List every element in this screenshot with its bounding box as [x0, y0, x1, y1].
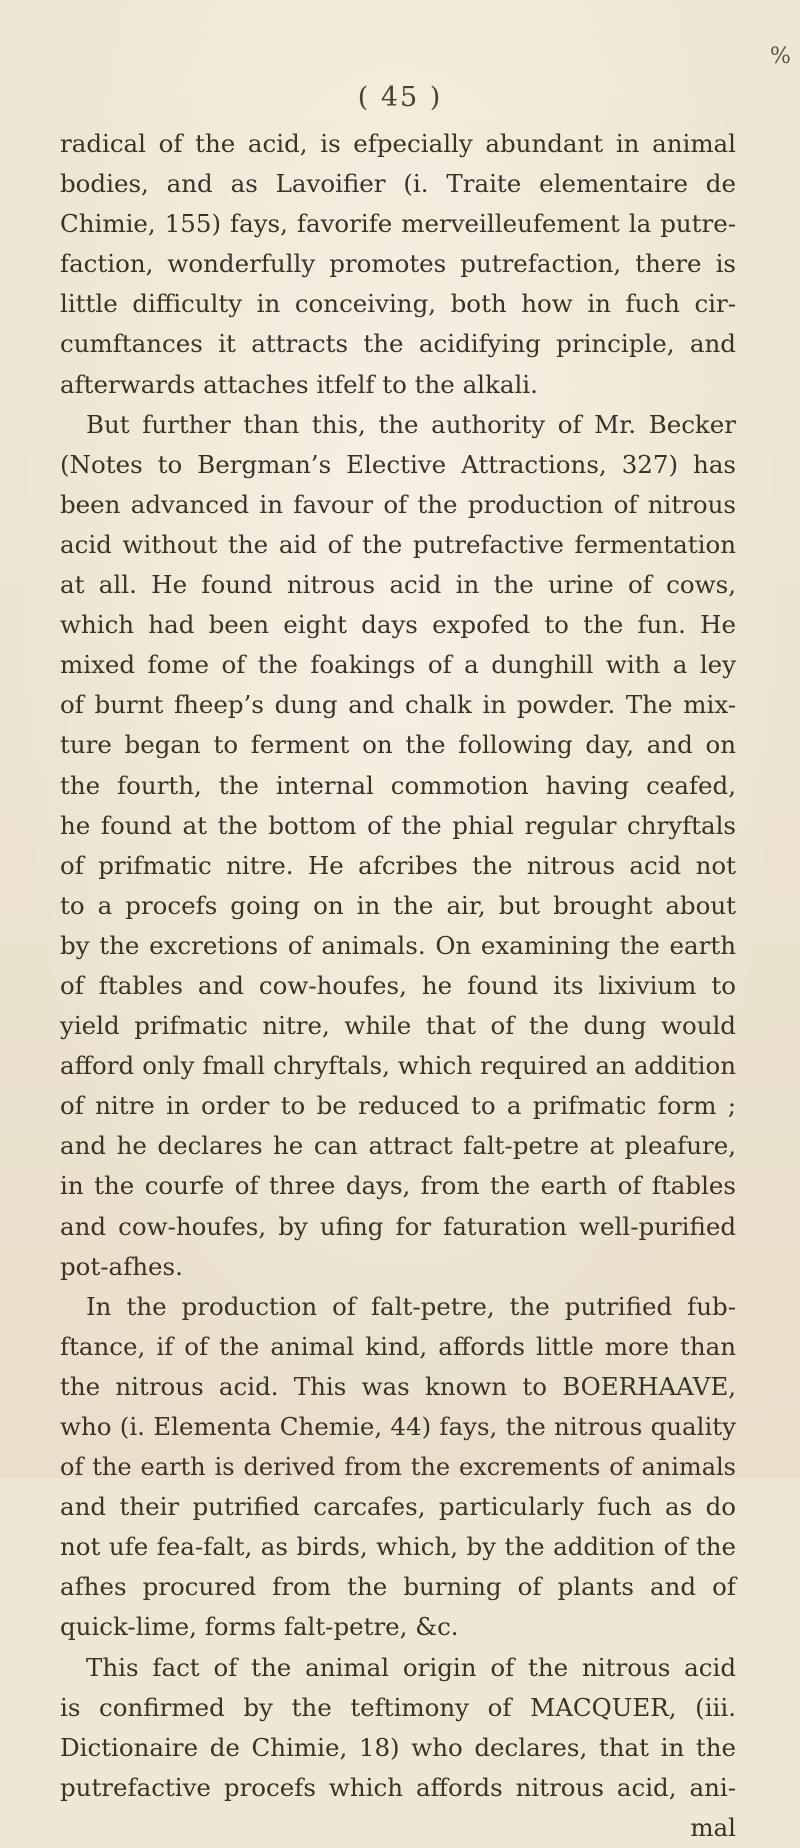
- text-line: little difficulty in conceiving, both how in fuch cir-: [60, 289, 736, 319]
- text-line: and he declares he can attract falt-petre at pleafure,: [60, 1131, 736, 1161]
- text-line: of ftables and cow-houfes, he found its lixivium to: [60, 970, 736, 1000]
- body-text: [60, 124, 736, 1848]
- page-number: ( 45 ): [357, 82, 443, 113]
- text-line: of nitre in order to be reduced to a prifmatic form ;: [60, 1091, 736, 1121]
- text-line: by the excretions of animals. On examining the earth: [60, 930, 736, 960]
- text-line: of burnt fheep’s dung and chalk in powder. The mix-: [60, 690, 736, 720]
- page-blemish: %: [770, 44, 791, 69]
- text-line: and their putrified carcafes, particularly fuch as do: [60, 1492, 736, 1522]
- text-line: in the courfe of three days, from the earth of ftables: [60, 1171, 736, 1201]
- text-line: mixed fome of the foakings of a dunghill with a ley: [60, 650, 736, 680]
- text-line: yield prifmatic nitre, while that of the dung would: [60, 1011, 736, 1041]
- text-line: to a procefs going on in the air, but brought about: [60, 890, 736, 920]
- text-line: he found at the bottom of the phial regular chryftals: [60, 810, 736, 840]
- text-line: Chimie, 155) fays, favorife merveilleufement la putre-: [60, 209, 736, 239]
- text-line: afterwards attaches itfelf to the alkali.: [60, 369, 538, 399]
- text-line: who (i. Elementa Chemie, 44) fays, the nitrous quality: [60, 1412, 736, 1441]
- text-line: (Notes to Bergman’s Elective Attractions, 327) has: [60, 449, 736, 479]
- text-line: quick-lime, forms falt-petre, &c.: [60, 1612, 459, 1642]
- catchword: mal: [690, 1812, 736, 1842]
- text-line: Dictionaire de Chimie, 18) who declares, that in the: [60, 1732, 736, 1762]
- text-line: of the earth is derived from the excrements of animals: [60, 1453, 736, 1482]
- text-line: acid without the aid of the putrefactive fermentation: [60, 529, 736, 559]
- text-line: But further than this, the authority of Mr. Becker: [86, 409, 736, 439]
- text-line: which had been eight days expofed to the fun. He: [60, 610, 736, 640]
- text-line: putrefactive procefs which affords nitrous acid, ani-: [60, 1772, 736, 1802]
- text-line: the fourth, the internal commotion having ceafed,: [60, 770, 736, 800]
- text-line: faction, wonderfully promotes putrefaction, there is: [60, 249, 736, 279]
- text-line: pot-afhes.: [60, 1251, 183, 1281]
- text-line: afford only fmall chryftals, which required an addition: [60, 1051, 736, 1081]
- text-line: radical of the acid, is efpecially abundant in animal: [60, 129, 736, 158]
- text-line: and cow-houfes, by ufing for faturation well-purified: [60, 1211, 736, 1241]
- text-line: ture began to ferment on the following day, and on: [60, 730, 736, 760]
- text-line: the nitrous acid. This was known to BOERHAAVE,: [60, 1371, 736, 1401]
- text-line: not ufe fea-falt, as birds, which, by the addition of the: [60, 1532, 736, 1562]
- text-line: ftance, if of the animal kind, affords little more than: [60, 1331, 736, 1361]
- text-line: afhes procured from the burning of plants and of: [60, 1572, 736, 1602]
- text-line: been advanced in favour of the production of nitrous: [60, 489, 736, 519]
- text-line: This fact of the animal origin of the nitrous acid: [86, 1652, 736, 1682]
- text-line: bodies, and as Lavoifier (i. Traite elementaire de: [60, 169, 736, 199]
- text-line: at all. He found nitrous acid in the urine of cows,: [60, 570, 736, 600]
- text-line: of prifmatic nitre. He afcribes the nitrous acid not: [60, 850, 736, 880]
- text-line: In the production of falt-petre, the putrified fub-: [86, 1291, 736, 1321]
- text-line: cumftances it attracts the acidifying principle, and: [60, 329, 736, 359]
- text-line: is confirmed by the teftimony of MACQUER, (iii.: [60, 1692, 736, 1722]
